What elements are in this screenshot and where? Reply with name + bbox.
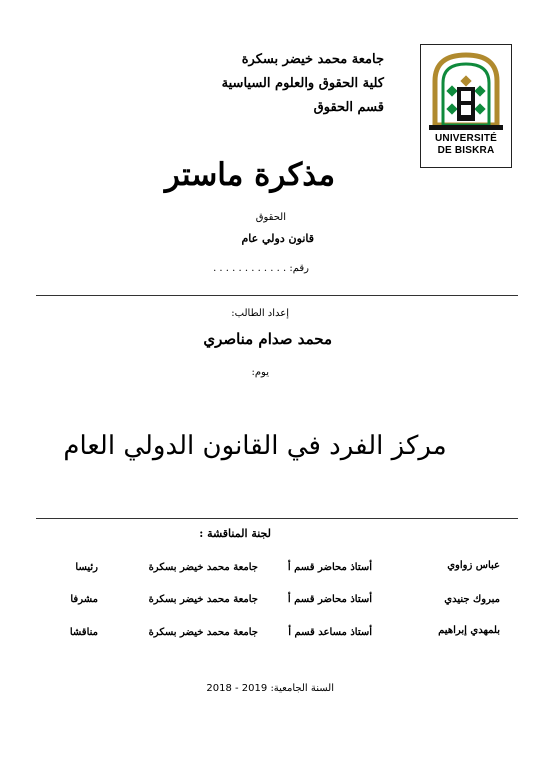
academic-year-value: 2018 - 2019	[206, 683, 268, 694]
jury-member-name: عباس زواوي	[447, 560, 500, 571]
logo-text-biskra: DE BISKRA	[437, 145, 495, 156]
student-name: محمد صدام مناصري	[203, 330, 332, 348]
academic-year	[206, 683, 334, 694]
divider-top	[36, 295, 518, 296]
field-label: الحقوق	[255, 212, 286, 223]
university-name: جامعة محمد خيضر بسكرة	[241, 52, 384, 67]
logo-text-universite: UNIVERSITÉ	[434, 133, 497, 144]
jury-member-name: مبروك جنيدي	[444, 594, 500, 605]
jury-member-rank: أستاذ مساعد قسم أ	[288, 627, 372, 638]
specialty: قانون دولي عام	[241, 232, 314, 245]
university-header	[144, 48, 384, 120]
jury-member-role: رئيسا	[75, 562, 98, 573]
jury-member-university: جامعة محمد خيضر بسكرة	[148, 562, 258, 573]
jury-member-name: بلمهدي إبراهيم	[438, 625, 500, 636]
page-title: مذكرة ماستر	[164, 157, 336, 193]
academic-year-label: السنة الجامعية:	[270, 683, 334, 694]
jury-member-rank: أستاذ محاضر قسم أ	[287, 562, 372, 573]
university-logo	[420, 44, 512, 168]
jury-member-university: جامعة محمد خيضر بسكرة	[148, 594, 258, 605]
jury-member-role: مناقشا	[69, 627, 98, 638]
department-name: قسم الحقوق	[313, 100, 384, 115]
thesis-number: رقم: . . . . . . . . . . . .	[213, 263, 309, 274]
divider-bottom	[36, 518, 518, 519]
prepared-by-label: إعداد الطالب:	[231, 308, 289, 319]
biskra-emblem-icon	[421, 47, 511, 133]
date-label: يوم:	[251, 367, 269, 378]
faculty-name: كلية الحقوق والعلوم السياسية	[221, 76, 384, 91]
jury-member-role: مشرفا	[70, 594, 98, 605]
jury-member-university: جامعة محمد خيضر بسكرة	[148, 627, 258, 638]
jury-title: لجنة المناقشة :	[199, 527, 271, 540]
jury-member-rank: أستاذ محاضر قسم أ	[287, 594, 372, 605]
thesis-title: مركز الفرد في القانون الدولي العام	[63, 431, 447, 461]
